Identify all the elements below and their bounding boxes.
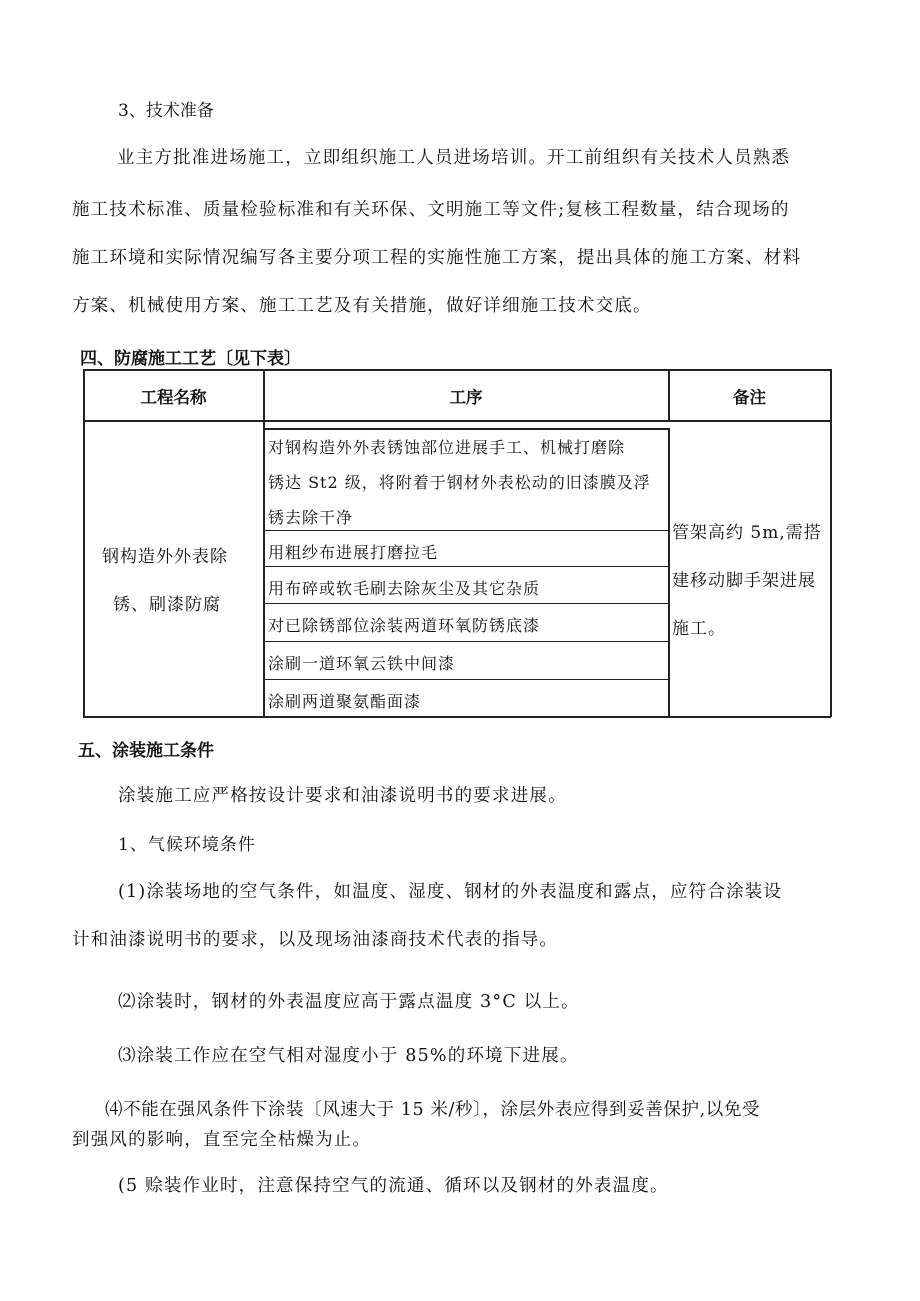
- table-cell-project-name: 锈、刷漆防腐: [113, 595, 221, 615]
- table-cell-remark: 管架高约 5m,需搭: [672, 523, 822, 543]
- table-line: [668, 428, 670, 717]
- condition-item: (1)涂装场地的空气条件，如温度、湿度、钢材的外表温度和露点，应符合涂装设: [118, 882, 783, 902]
- table-cell-remark: 建移动脚手架进展: [672, 571, 816, 591]
- table-line: [263, 369, 265, 717]
- table-line: [83, 369, 831, 371]
- section5-title: 五、涂装施工条件: [78, 741, 214, 761]
- table-cell-step: 对已除锈部位涂装两道环氧防锈底漆: [268, 616, 541, 635]
- table-cell-step: 锈达 St2 级，将附着于钢材外表松动的旧漆膜及浮: [268, 473, 651, 492]
- table-cell-step: 对钢构造外外表锈蚀部位进展手工、机械打磨除: [268, 438, 626, 457]
- table-cell-step: 涂刷两道聚氨酯面漆: [268, 692, 422, 711]
- condition-item: 计和油漆说明书的要求，以及现场油漆商技术代表的指导。: [72, 930, 559, 950]
- tech-prep-heading: 3、技术准备: [118, 101, 214, 121]
- table-line: [263, 641, 669, 642]
- section5-subheading: 1、气候环境条件: [118, 835, 256, 855]
- table-cell-remark: 施工。: [672, 619, 726, 639]
- table-cell-step: 用粗纱布进展打磨拉毛: [268, 543, 439, 562]
- table-cell-step: 用布碎或软毛刷去除灰尘及其它杂质: [268, 579, 541, 598]
- table-line: [263, 530, 669, 531]
- condition-item: ⑷不能在强风条件下涂装〔风速大于 15 米/秒〕，涂层外表应得到妥善保护,以免受: [105, 1100, 761, 1120]
- table-line: [83, 716, 831, 718]
- condition-item: ⑶涂装工作应在空气相对湿度小于 85%的环境下进展。: [118, 1046, 579, 1066]
- table-header-remark: 备注: [733, 388, 766, 407]
- table-line: [263, 603, 669, 604]
- condition-item: (5 赊装作业时，注意保持空气的流通、循环以及钢材的外表温度。: [118, 1176, 669, 1196]
- condition-item: 到强风的影响，直至完全枯燥为止。: [72, 1130, 372, 1150]
- table-line: [830, 369, 832, 717]
- table-cell-step: 锈去除干净: [268, 508, 354, 527]
- tech-prep-paragraph-line: 业主方批准进场施工，立即组织施工人员进场培训。开工前组织有关技术人员熟悉: [117, 148, 791, 168]
- table-line: [83, 369, 85, 717]
- table-header-project: 工程名称: [140, 388, 207, 407]
- tech-prep-paragraph-line: 施工技术标准、质量检验标准和有关环保、文明施工等文件;复核工程数量，结合现场的: [72, 200, 790, 220]
- condition-item: ⑵涂装时，钢材的外表温度应高于露点温度 3°C 以上。: [118, 992, 580, 1012]
- section5-intro: 涂装施工应严格按设计要求和油漆说明书的要求进展。: [118, 786, 567, 806]
- tech-prep-paragraph-line: 方案、机械使用方案、施工工艺及有关措施，做好详细施工技术交底。: [72, 296, 652, 316]
- table-line: [263, 566, 669, 567]
- table-line: [263, 679, 669, 680]
- tech-prep-paragraph-line: 施工环境和实际情况编写各主要分项工程的实施性施工方案，提出具体的施工方案、材料: [72, 248, 802, 268]
- table-cell-step: 涂刷一道环氧云铁中间漆: [268, 654, 456, 673]
- table-line: [83, 420, 831, 422]
- table-header-steps: 工序: [449, 388, 483, 407]
- table-line: [263, 428, 669, 430]
- section4-title: 四、防腐施工工艺〔见下表〕: [80, 349, 301, 369]
- table-cell-project-name: 钢构造外外表除: [102, 547, 228, 567]
